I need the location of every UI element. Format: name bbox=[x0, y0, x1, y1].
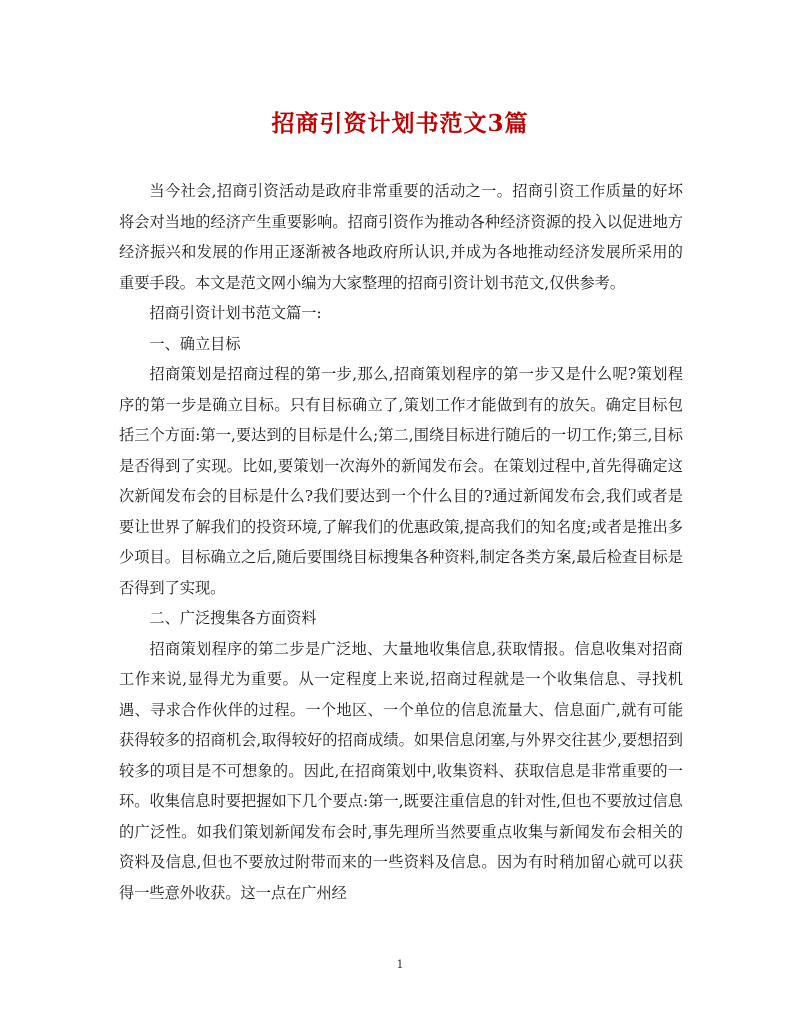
body-paragraph: 招商策划程序的第二步是广泛地、大量地收集信息,获取情报。信息收集对招商工作来说,显得尤为重要。从一定程度上来说,招商过程就是一个收集信息、寻找机遇、寻求合作伙伴的过程。一个地区、一个单位的信息流量大、信息面广,就有可能获得较多的招商机会,取得较好的招商成绩。如果信息闭塞,与外界交往甚少,要想招到较多的项目是不可想象的。因此,在招商策划中,收集资料、获取信息是非常重要的一环。收集信息时要把握如下几个要点:第一,既要注重信息的针对性,但也不要放过信息的广泛性。如我们策划新闻发布会时,事先理所当然要重点收集与新闻发布会相关的资料及信息,但也不要放过附带而来的一些资料及信息。因为有时稍加留心就可以获得一些意外收获。这一点在广州经 bbox=[119, 639, 683, 902]
page-title: 招商引资计划书范文3篇 bbox=[271, 110, 529, 137]
section-heading-part-one: 招商引资计划书范文篇一: bbox=[149, 304, 322, 322]
intro-paragraph: 当今社会,招商引资活动是政府非常重要的活动之一。招商引资工作质量的好坏将会对当地的经济产生重要影响。招商引资作为推动各种经济资源的投入以促进地方经济振兴和发展的作用正逐渐被各地政府所认识,并成为各地推动经济发展所采用的重要手段。本文是范文网小编为大家整理的招商引资计划书范文,仅供参考。 bbox=[119, 182, 683, 292]
page-number: 1 bbox=[396, 958, 404, 971]
body-paragraph: 招商策划是招商过程的第一步,那么,招商策划程序的第一步又是什么呢?策划程序的第一步是确立目标。只有目标确立了,策划工作才能做到有的放矢。确定目标包括三个方面:第一,要达到的目标是什么;第二,围绕目标进行随后的一切工作;第三,目标是否得到了实现。比如,要策划一次海外的新闻发布会。在策划过程中,首先得确定这次新闻发布会的目标是什么?我们要达到一个什么目的?通过新闻发布会,我们或者是要让世界了解我们的投资环境,了解我们的优惠政策,提高我们的知名度;或者是推出多少项目。目标确立之后,随后要围绕目标搜集各种资料,制定各类方案,最后检查目标是否得到了实现。 bbox=[119, 365, 683, 597]
subheading-collect-materials: 二、广泛搜集各方面资料 bbox=[149, 609, 317, 627]
subheading-establish-goal: 一、确立目标 bbox=[149, 334, 241, 353]
document-body bbox=[119, 176, 683, 908]
